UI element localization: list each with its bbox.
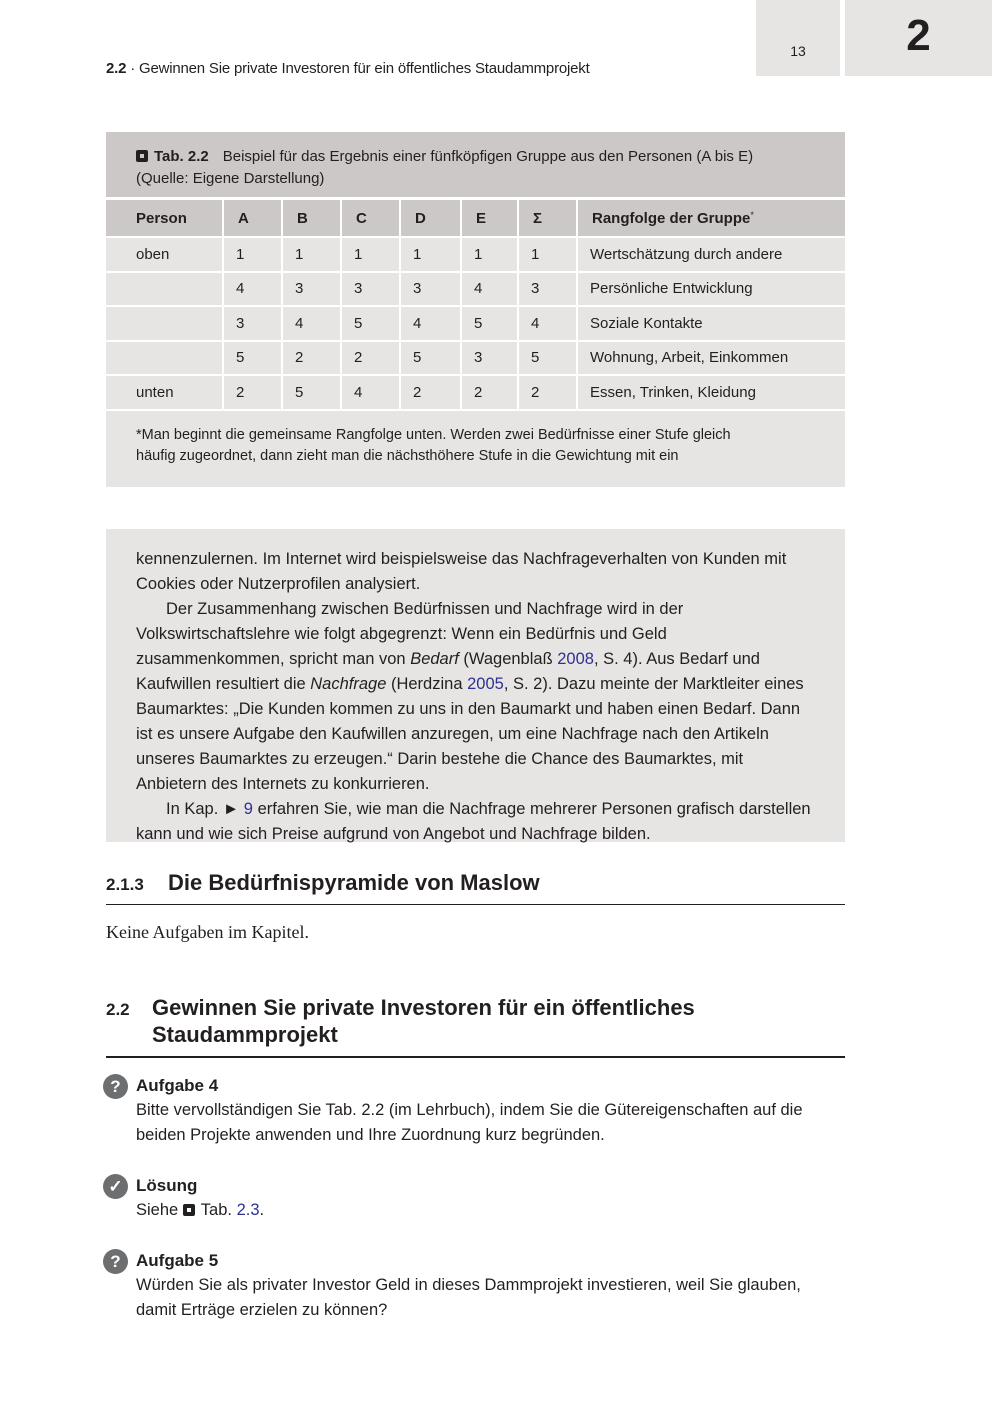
table-caption-line1: Beispiel für das Ergebnis einer fünfköpfigen Gruppe aus den Personen (A bis E) [222, 148, 754, 165]
cell-value: 2 [282, 341, 341, 376]
question-icon: ? [103, 1249, 128, 1274]
text-span: (Wagenblaß [458, 650, 558, 668]
table-row [106, 375, 845, 410]
task-body: Würden Sie als privater Investor Geld in dieses Dammprojekt investieren, weil Sie glauben, damit Erträge erzielen zu können? [136, 1276, 801, 1319]
chapter-link-9[interactable]: 9 [243, 800, 253, 818]
text-span: Tab. [200, 1201, 237, 1219]
cell-value: 4 [518, 306, 577, 341]
table-header-row [106, 200, 845, 237]
header-d: D [400, 200, 461, 237]
header-footnote-mark: * [750, 209, 754, 220]
cell-value: 4 [461, 272, 518, 307]
cell-value: 4 [400, 306, 461, 341]
cell-value: 1 [282, 237, 341, 272]
header-a: A [223, 200, 282, 237]
cell-value: 3 [223, 306, 282, 341]
section-heading-2-2 [106, 994, 845, 1058]
text-span: Der Zusammenhang zwischen Bedürfnissen und Nachfrage wird in der Volkswirtschaftslehre wie folgt abgegrenzt: Wenn ein Bedürfnis und Geld zusammenkommen, spricht man von [136, 600, 684, 668]
cell-value: 1 [341, 237, 400, 272]
text-span: . [259, 1201, 265, 1219]
table-marker-icon [183, 1204, 195, 1216]
task-aufgabe-5 [106, 1248, 845, 1323]
header-sum: Σ [518, 200, 577, 237]
task-aufgabe-4 [106, 1073, 845, 1148]
cell-value: 3 [341, 272, 400, 307]
task-loesung [106, 1173, 845, 1223]
cell-value: 3 [461, 341, 518, 376]
cell-value: 3 [518, 272, 577, 307]
cell-person: oben [106, 237, 223, 272]
text-span: erfahren Sie, wie man die Nachfrage mehrerer Personen grafisch darstellen kann und wie sich Preise aufgrund von Angebot und Nachfrage bilden. [136, 800, 811, 843]
ranking-table [106, 200, 845, 411]
text-span: Siehe [136, 1201, 183, 1219]
page-number: 13 [790, 43, 806, 59]
table-footnote-line2: häufig zugeordnet, dann zieht man die nächsthöhere Stufe in die Gewichtung mit ein [136, 447, 679, 464]
table-footnote [106, 411, 845, 487]
table-footnote-line1: *Man beginnt die gemeinsame Rangfolge unten. Werden zwei Bedürfnisse einer Stufe gleich [136, 426, 731, 443]
cell-value: 1 [223, 237, 282, 272]
header-c: C [341, 200, 400, 237]
table-label: Tab. 2.2 [154, 148, 209, 165]
paragraph-1: kennenzulernen. Im Internet wird beispielsweise das Nachfrageverhalten von Kunden mit Cookies oder Nutzerprofilen analysiert. [136, 550, 787, 593]
cell-ranking: Wertschätzung durch andere [577, 237, 845, 272]
task-body: Bitte vervollständigen Sie Tab. 2.2 (im Lehrbuch), indem Sie die Gütereigenschaften auf die beiden Projekte anwenden und Ihre Zuordnung kurz begründen. [136, 1101, 803, 1144]
table-2-2 [106, 132, 845, 487]
section-title: Gewinnen Sie private Investoren für ein öffentliches Staudammprojekt [152, 995, 695, 1047]
header-ranking [577, 200, 845, 237]
paragraph-3 [136, 797, 815, 847]
cell-person [106, 306, 223, 341]
running-head-separator: · [126, 60, 139, 77]
cell-value: 2 [400, 375, 461, 410]
section-heading-2-1-3 [106, 870, 845, 905]
cell-ranking: Wohnung, Arbeit, Einkommen [577, 341, 845, 376]
question-icon: ? [103, 1074, 128, 1099]
cell-value: 1 [400, 237, 461, 272]
paragraph-2 [136, 597, 815, 797]
citation-link-2005[interactable]: 2005 [467, 675, 504, 693]
cell-value: 1 [518, 237, 577, 272]
cell-person: unten [106, 375, 223, 410]
cell-value: 1 [461, 237, 518, 272]
table-caption [106, 132, 845, 197]
cell-value: 3 [400, 272, 461, 307]
table-row [106, 306, 845, 341]
table-row [106, 272, 845, 307]
text-span: , S. 4). Aus Bedarf und Kaufwillen resultiert die [136, 650, 760, 693]
cell-value: 2 [341, 341, 400, 376]
header-person: Person [106, 200, 223, 237]
task-heading: Lösung [136, 1176, 198, 1195]
table-marker-icon [136, 150, 148, 162]
header-ranking-label: Rangfolge der Gruppe [592, 209, 751, 227]
check-icon: ✓ [103, 1174, 128, 1199]
header-e: E [461, 200, 518, 237]
running-head-number: 2.2 [106, 60, 127, 77]
task-heading: Aufgabe 5 [136, 1251, 219, 1270]
running-head [106, 60, 590, 77]
section-title: Die Bedürfnispyramide von Maslow [168, 870, 540, 895]
no-tasks-note: Keine Aufgaben im Kapitel. [106, 922, 309, 942]
cell-value: 5 [341, 306, 400, 341]
cell-value: 4 [223, 272, 282, 307]
cell-value: 4 [341, 375, 400, 410]
cell-ranking: Soziale Kontakte [577, 306, 845, 341]
cell-value: 5 [282, 375, 341, 410]
text-span: (Herdzina [386, 675, 468, 693]
cell-ranking: Persönliche Entwicklung [577, 272, 845, 307]
cell-value: 5 [400, 341, 461, 376]
cell-value: 2 [223, 375, 282, 410]
cell-ranking: Essen, Trinken, Kleidung [577, 375, 845, 410]
text-box [106, 529, 845, 842]
term-nachfrage: Nachfrage [310, 675, 387, 693]
cell-value: 5 [461, 306, 518, 341]
text-span: In Kap. ► [166, 800, 244, 818]
cell-person [106, 272, 223, 307]
citation-link-2008[interactable]: 2008 [557, 650, 594, 668]
cell-value: 5 [518, 341, 577, 376]
header-b: B [282, 200, 341, 237]
table-row [106, 341, 845, 376]
chapter-tab [845, 0, 992, 76]
cell-person [106, 341, 223, 376]
task-heading: Aufgabe 4 [136, 1076, 219, 1095]
section-number: 2.2 [106, 1000, 130, 1019]
table-caption-line2: (Quelle: Eigene Darstellung) [136, 170, 325, 187]
text-span: , S. 2). Dazu meinte der Marktleiter eines Baumarktes: „Die Kunden kommen zu uns in den Baumarkt und haben einen Bedarf. Dann ist es unsere Aufgabe den Kaufwillen anzuregen, um eine Nachfrage nach den Artikeln unseres Baumarktes zu erzeugen.“ Darin bestehe die Chance des Baumarktes, mit Anbietern des Internets zu konkurrieren. [136, 675, 804, 793]
running-head-title: Gewinnen Sie private Investoren für ein öffentliches Staudammprojekt [139, 60, 590, 77]
chapter-number: 2 [906, 11, 931, 60]
section-number: 2.1.3 [106, 875, 144, 894]
table-link-2-3[interactable]: 2.3 [236, 1201, 260, 1219]
cell-value: 5 [223, 341, 282, 376]
cell-value: 3 [282, 272, 341, 307]
table-row [106, 237, 845, 272]
cell-value: 4 [282, 306, 341, 341]
cell-value: 2 [518, 375, 577, 410]
page-number-tab [756, 0, 840, 76]
task-body [136, 1198, 845, 1223]
term-bedarf: Bedarf [410, 650, 459, 668]
cell-value: 2 [461, 375, 518, 410]
